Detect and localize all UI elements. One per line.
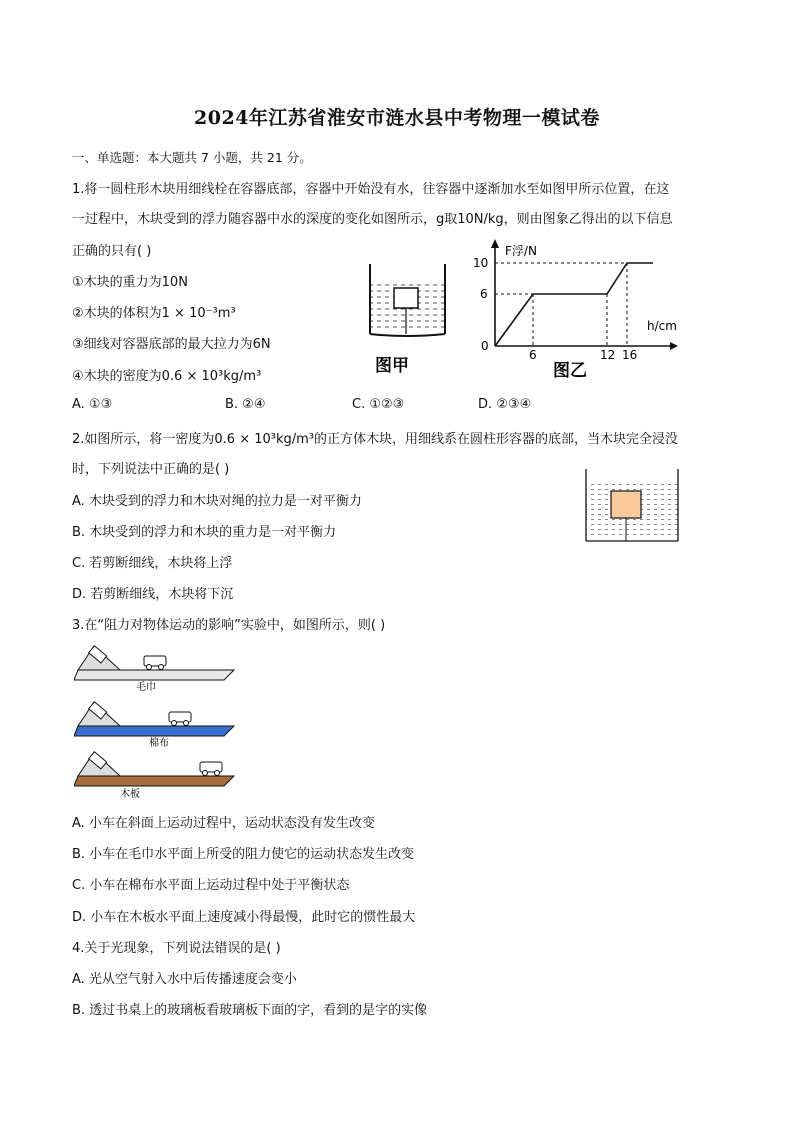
q3-option-d[interactable]: D. 小车在木板水平面上速度减小得最慢，此时它的惯性最大 <box>72 910 416 925</box>
q4-option-b[interactable]: B. 透过书桌上的玻璃板看玻璃板下面的字，看到的是字的实像 <box>72 1003 428 1018</box>
surface-label-cotton: 棉布 <box>149 738 169 749</box>
surface-label-wood: 木板 <box>120 789 140 800</box>
q1-text-line2: 一过程中，木块受到的浮力随容器中水的深度的变化如图所示，g取10N/kg，则由图象乙得出的以下信息 <box>72 212 673 227</box>
ramp-cotton <box>74 702 234 749</box>
q1-option-d[interactable]: D. ②③④ <box>478 397 532 412</box>
q4-text-line1: 4.关于光现象，下列说法错误的是( ) <box>72 941 281 956</box>
q3-option-c[interactable]: C. 小车在棉布水平面上运动过程中处于平衡状态 <box>72 878 350 893</box>
graph-xtick-12: 12 <box>600 348 616 362</box>
graph-ytick-6: 6 <box>480 287 488 301</box>
section-header: 一、单选题：本大题共 7 小题，共 21 分。 <box>72 150 312 165</box>
q4-option-a[interactable]: A. 光从空气射入水中后传播速度会变小 <box>72 972 297 987</box>
graph-xtick-6: 6 <box>529 348 537 362</box>
graph-ylabel: F浮/N <box>505 244 537 258</box>
q1-statement-4: ④木块的密度为0.6 × 10³kg/m³ <box>72 369 262 384</box>
q1-statement-2: ②木块的体积为1 × 10⁻³m³ <box>72 306 236 321</box>
q1-option-a[interactable]: A. ①③ <box>72 397 113 412</box>
graph-xlabel: h/cm <box>647 319 677 333</box>
q2-option-b[interactable]: B. 木块受到的浮力和木块的重力是一对平衡力 <box>72 525 337 540</box>
q1-option-c[interactable]: C. ①②③ <box>352 397 405 412</box>
q2-option-c[interactable]: C. 若剪断细线，木块将上浮 <box>72 556 233 571</box>
figure-yi-graph <box>465 236 695 381</box>
page-title: 2024年江苏省淮安市涟水县中考物理一模试卷 <box>194 107 600 129</box>
q1-option-b[interactable]: B. ②④ <box>225 397 266 412</box>
q1-text-line1: 1.将一圆柱形木块用细线栓在容器底部，容器中开始没有水，往容器中逐渐加水至如图甲所示位置，在这 <box>72 182 670 197</box>
q1-statement-1: ①木块的重力为10N <box>72 275 188 290</box>
q3-figure <box>74 640 244 800</box>
graph-origin: 0 <box>481 339 489 353</box>
q3-option-a[interactable]: A. 小车在斜面上运动过程中，运动状态没有发生改变 <box>72 816 375 831</box>
graph-xtick-16: 16 <box>622 348 638 362</box>
figure-jia-container <box>360 258 460 378</box>
q2-text-line1: 2.如图所示，将一密度为0.6 × 10³kg/m³的正方体木块，用细线系在圆柱形容器的底部，当木块完全浸没 <box>72 432 679 447</box>
figure-jia-caption: 图甲 <box>375 356 409 376</box>
q1-statement-3: ③细线对容器底部的最大拉力为6N <box>72 337 271 352</box>
q2-option-a[interactable]: A. 木块受到的浮力和木块对绳的拉力是一对平衡力 <box>72 494 362 509</box>
q2-text-line2: 时，下列说法中正确的是( ) <box>72 462 230 477</box>
q3-option-b[interactable]: B. 小车在毛巾水平面上所受的阻力使它的运动状态发生改变 <box>72 847 415 862</box>
figure-yi-caption: 图乙 <box>553 361 587 381</box>
q2-option-d[interactable]: D. 若剪断细线，木块将下沉 <box>72 587 234 602</box>
graph-ytick-10: 10 <box>473 256 489 270</box>
ramp-wood <box>74 752 234 800</box>
ramp-towel <box>74 646 234 693</box>
q2-figure-container <box>583 467 683 547</box>
q3-text-line1: 3.在“阻力对物体运动的影响”实验中，如图所示，则( ) <box>72 618 386 633</box>
surface-label-towel: 毛巾 <box>136 682 156 693</box>
q1-text-line3: 正确的只有( ) <box>72 244 152 259</box>
